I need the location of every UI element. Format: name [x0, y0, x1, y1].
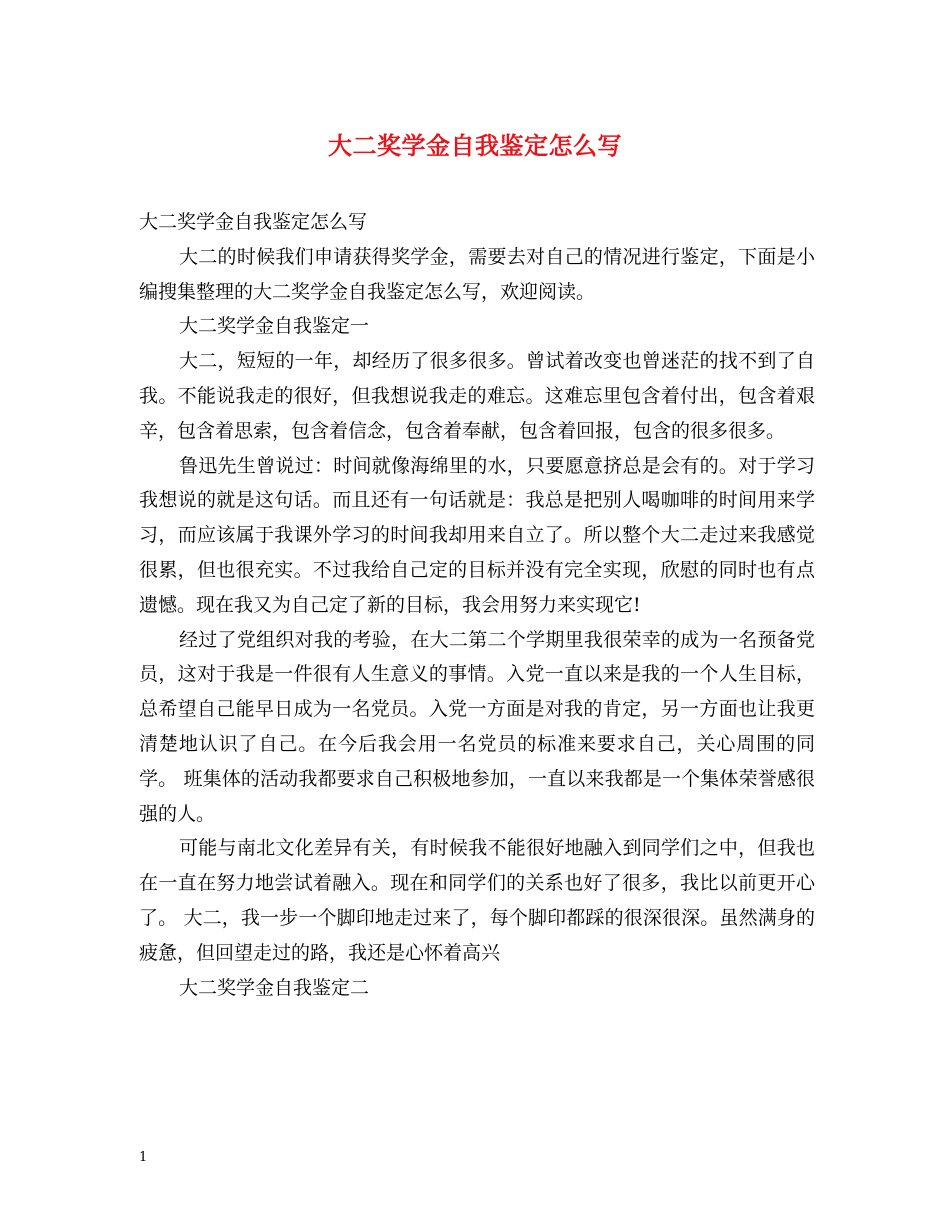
document-body	[139, 205, 815, 1005]
paragraph-heading: 大二奖学金自我鉴定怎么写	[139, 211, 368, 233]
page-number: 1	[139, 1150, 148, 1165]
paragraph-intro: 大二的时候我们申请获得奖学金，需要去对自己的情况进行鉴定，下面是小编搜集整理的大二奖学金自我鉴定怎么写，欢迎阅读。	[139, 245, 815, 303]
paragraph: 可能与南北文化差异有关，有时候我不能很好地融入到同学们之中，但我也在一直在努力地尝试着融入。现在和同学们的关系也好了很多，我比以前更开心了。 大二，我一步一个脚印地走过来了，每个脚印都踩的很深很深。虽然满身的疲惫，但回望走过的路，我还是心怀着高兴	[139, 837, 815, 964]
document-title: 大二奖学金自我鉴定怎么写	[328, 131, 622, 160]
section-heading-one: 大二奖学金自我鉴定一	[179, 315, 370, 338]
section-heading-two: 大二奖学金自我鉴定二	[179, 976, 370, 999]
paragraph: 经过了党组织对我的考验，在大二第二个学期里我很荣幸的成为一名预备党员，这对于我是一件很有人生意义的事情。入党一直以来是我的一个人生目标，总希望自己能早日成为一名党员。入党一方面是对我的肯定，另一方面也让我更清楚地认识了自己。在今后我会用一名党员的标准来要求自己，关心周围的同学。 班集体的活动我都要求自己积极地参加，一直以来我都是一个集体荣誉感很强的人。	[139, 628, 815, 825]
paragraph: 大二，短短的一年，却经历了很多很多。曾试着改变也曾迷茫的找不到了自我。不能说我走的很好，但我想说我走的难忘。这难忘里包含着付出，包含着艰辛，包含着思索，包含着信念，包含着奉献，包含着回报，包含的很多很多。	[139, 350, 815, 442]
paragraph: 鲁迅先生曾说过：时间就像海绵里的水，只要愿意挤总是会有的。对于学习我想说的就是这句话。而且还有一句话就是：我总是把别人喝咖啡的时间用来学习，而应该属于我课外学习的时间我却用来自立了。所以整个大二走过来我感觉很累，但也很充实。不过我给自己定的目标并没有完全实现，欣慰的同时也有点遗憾。现在我又为自己定了新的目标，我会用努力来实现它!	[139, 454, 815, 616]
